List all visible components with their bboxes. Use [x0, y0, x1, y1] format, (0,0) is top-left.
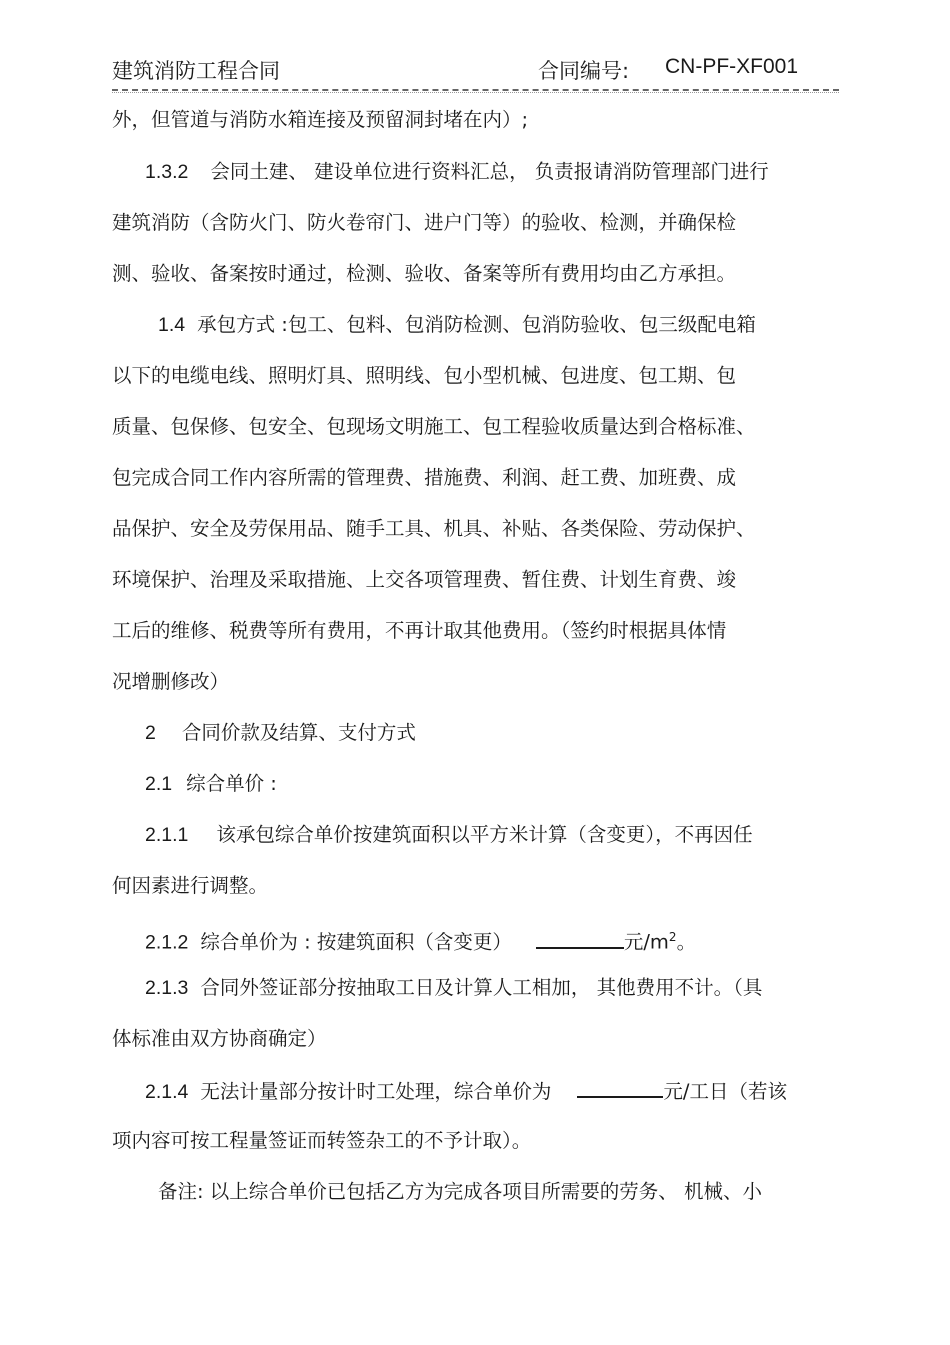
clause-2-1: 2.1 综合单价 :: [145, 772, 277, 795]
contract-number: CN-PF-XF001: [665, 55, 799, 78]
clause-number: 2.1.4: [145, 1081, 189, 1103]
clause-2-1-4: 2.1.4 无法计量部分按计时工处理，综合单价为 元/工日（若该: [145, 1080, 787, 1103]
paragraph-line: 包完成合同工作内容所需的管理费、措施费、利润、赶工费、加班费、成: [112, 466, 737, 489]
header-divider: [112, 89, 839, 91]
clause-number: 2.1.2: [145, 931, 189, 954]
paragraph-line: 况增删修改）: [112, 670, 230, 693]
clause-number: 2.1.3: [145, 977, 189, 999]
remark-line: 备注: 以上综合单价已包括乙方为完成各项目所需要的劳务、 机械、小: [158, 1180, 762, 1203]
paragraph-line: 体标准由双方协商确定）: [112, 1027, 327, 1050]
paragraph-line: 以下的电缆电线、照明灯具、照明线、包小型机械、包进度、包工期、包: [112, 364, 737, 387]
clause-number: 2.1.1: [145, 824, 189, 846]
paragraph-line: 质量、包保修、包安全、包现场文明施工、包工程验收质量达到合格标准、: [112, 415, 756, 438]
paragraph-line: 品保护、安全及劳保用品、随手工具、机具、补贴、各类保险、劳动保护、: [112, 517, 756, 540]
clause-number: 2.1: [145, 773, 173, 795]
clause-number: 1.4: [158, 314, 186, 336]
clause-2-1-3: 2.1.3 合同外签证部分按抽取工日及计算人工相加， 其他费用不计。（具: [145, 976, 763, 999]
paragraph-line: 外，但管道与消防水箱连接及预留洞封堵在内）;: [112, 108, 529, 131]
paragraph-line: 何因素进行调整。: [112, 874, 269, 897]
section-2-heading: 2 合同价款及结算、支付方式: [145, 721, 416, 744]
clause-number: 1.3.2: [145, 161, 189, 183]
clause-2-1-2: 2.1.2 综合单价为 : 按建筑面积（含变更） 元$/m^2$。: [145, 930, 697, 954]
paragraph-line: 测、验收、备案按时通过，检测、验收、备案等所有费用均由乙方承担。: [112, 262, 737, 285]
paragraph-line: 工后的维修、税费等所有费用，不再计取其他费用。（签约时根据具体情: [112, 619, 727, 642]
contract-number-label: 合同编号:: [538, 59, 630, 83]
hourly-price-blank[interactable]: [577, 1078, 663, 1098]
clause-2-1-1: 2.1.1 该承包综合单价按建筑面积以平方米计算（含变更），不再因任: [145, 823, 753, 846]
paragraph-line: 环境保护、治理及采取措施、上交各项管理费、暂住费、计划生育费、竣: [112, 568, 737, 591]
clause-1-3-2: 1.3.2 会同土建、 建设单位进行资料汇总， 负责报请消防管理部门进行: [145, 160, 769, 183]
clause-1-4: 1.4 承包方式 :包工、包料、包消防检测、包消防验收、包三级配电箱: [158, 313, 756, 336]
header-divider-secondary: [112, 92, 839, 93]
header-title: 建筑消防工程合同: [112, 59, 280, 83]
unit-price-blank[interactable]: [536, 929, 624, 949]
paragraph-line: 建筑消防（含防火门、防火卷帘门、进户门等）的验收、检测，并确保检: [112, 211, 737, 234]
paragraph-line: 项内容可按工程量签证而转签杂工的不予计取）。: [112, 1129, 532, 1152]
section-number: 2: [145, 722, 156, 744]
